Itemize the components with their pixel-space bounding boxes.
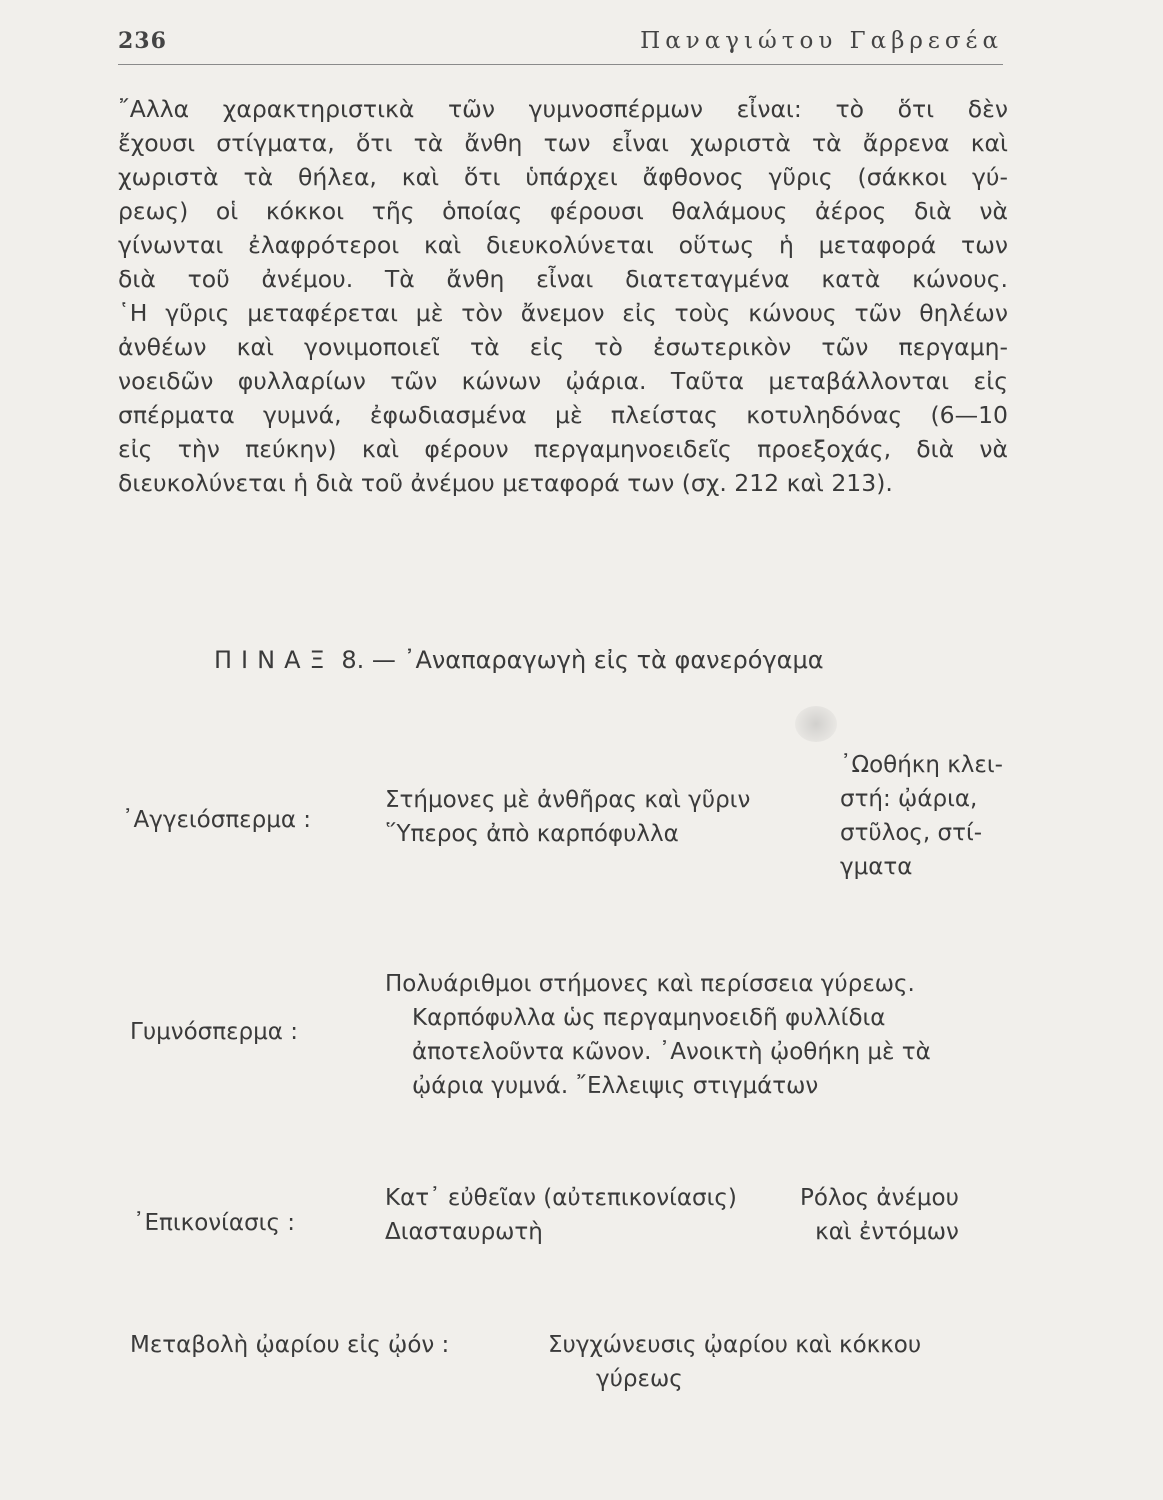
feature-line: ῞Υπερος ἀπὸ καρπόφυλλα [385,821,679,847]
feature-line: Καρπόφυλλα ὡς περγαμηνοειδῆ φυλλίδια [412,1005,886,1031]
table-title-text: 8. — ᾿Αναπαραγωγὴ εἰς τὰ φανερόγαμα [341,646,824,674]
gymnosperm-label: Γυμνόσπερμα : [130,1019,298,1045]
paragraph-line: γίνωνται ἐλαφρότεροι καὶ διευκολύνεται οὕτως ἡ μεταφορά των [118,231,1008,259]
paragraph-line: εἰς τὴν πεύκην) καὶ φέρουν περγαμηνοειδεῖς προεξοχάς, διὰ νὰ [118,435,1008,463]
description-line: Συγχώνευσις ᾠαρίου καὶ κόκκου [548,1332,922,1358]
angiosperm-ovary [840,748,1003,884]
paragraph-line: ἔχουσι στίγματα, ὅτι τὰ ἄνθη των εἶναι χωριστὰ τὰ ἄρρενα καὶ [118,129,1008,157]
paragraph-line: νοειδῶν φυλλαρίων τῶν κώνων ᾠάρια. Ταῦτα μεταβάλλονται εἰς [118,367,1008,395]
role-line: καὶ ἐντόμων [815,1219,959,1245]
angiosperm-features [385,783,750,851]
paragraph-line: ἀνθέων καὶ γονιμοποιεῖ τὰ εἰς τὸ ἐσωτερικὸν τῶν περγαμη- [118,333,1008,361]
feature-line: ἀποτελοῦντα κῶνον. ᾿Ανοικτὴ ᾠοθήκη μὲ τὰ [412,1039,931,1065]
table-title [214,646,824,674]
running-head: Παναγιώτου Γαβρεσέα [640,28,1003,54]
transformation-label: Μεταβολὴ ᾠαρίου εἰς ᾠόν : [130,1332,450,1358]
transformation-description [548,1328,921,1396]
ovary-line: ᾿Ωοθήκη κλει- [840,752,1003,778]
paragraph-line: σπέρματα γυμνά, ἐφωδιασμένα μὲ πλείστας κοτυληδόνας (6—10 [118,401,1008,429]
feature-line: Στήμονες μὲ ἀνθῆρας καὶ γῦριν [385,787,751,813]
pollination-type: Διασταυρωτὴ [385,1219,543,1245]
paragraph-line: ῾Η γῦρις μεταφέρεται μὲ τὸν ἄνεμον εἰς τοὺς κώνους τῶν θηλέων [118,299,1008,327]
paragraph-line: ῎Αλλα χαρακτηριστικὰ τῶν γυμνοσπέρμων εἶναι: τὸ ὅτι δὲν [118,95,1008,123]
ovary-line: στῦλος, στί- [840,820,983,846]
pollination-label: ᾿Επικονίασις : [133,1210,295,1236]
page-header [118,22,1003,66]
paper-stain [795,706,837,742]
gymnosperm-features [385,967,931,1103]
angiosperm-label: ᾿Αγγειόσπερμα : [122,807,312,833]
ovary-line: γματα [840,854,913,880]
pollination-type: Κατ᾿ εὐθεῖαν (αὐτεπικονίασις) [385,1185,737,1211]
header-rule [118,64,1003,65]
ovary-line: στή: ᾠάρια, [840,786,978,812]
feature-line: ᾠάρια γυμνά. ῎Ελλειψις στιγμάτων [412,1073,819,1099]
description-line: γύρεως [596,1366,683,1392]
pollination-role [800,1181,959,1249]
page-number: 236 [118,28,167,54]
feature-line: Πολυάριθμοι στήμονες καὶ περίσσεια γύρεως. [385,971,915,997]
paragraph-line: ρεως) οἱ κόκκοι τῆς ὁποίας φέρουσι θαλάμους ἀέρος διὰ νὰ [118,197,1008,225]
paragraph-line: διὰ τοῦ ἀνέμου. Τὰ ἄνθη εἶναι διατεταγμένα κατὰ κώνους. [118,265,1008,293]
paragraph-line: διευκολύνεται ἡ διὰ τοῦ ἀνέμου μεταφορά των (σχ. 212 καὶ 213). [118,469,893,497]
table-title-label: ΠΙΝΑΞ [214,646,334,674]
body-paragraph [118,92,1008,500]
pollination-types [385,1181,737,1249]
role-line: Ρόλος ἀνέμου [800,1185,959,1211]
paragraph-line: χωριστὰ τὰ θήλεα, καὶ ὅτι ὑπάρχει ἄφθονος γῦρις (σάκκοι γύ- [118,163,1008,191]
